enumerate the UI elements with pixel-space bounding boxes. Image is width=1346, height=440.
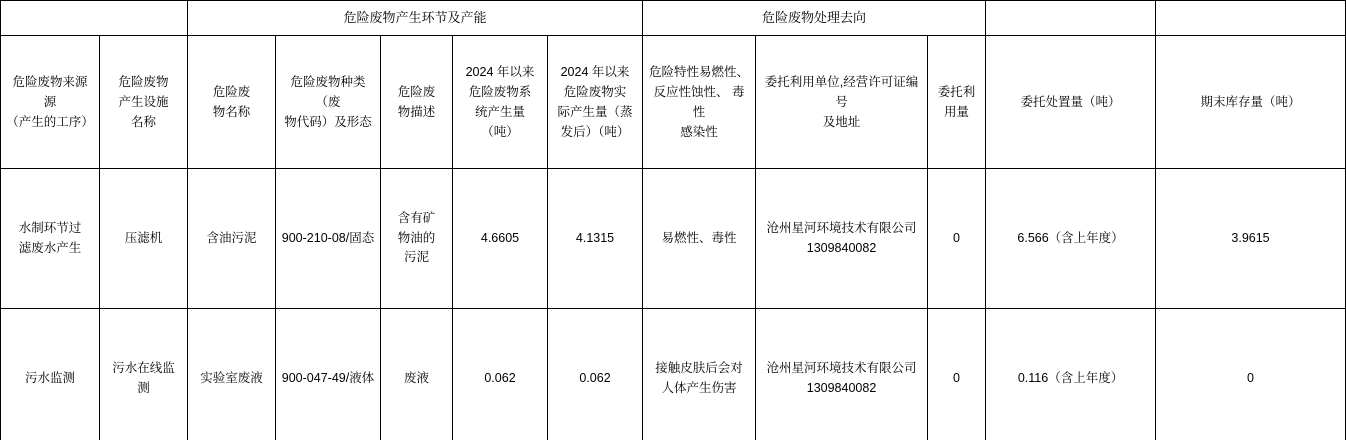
cell-source: 水制环节过 滤废水产生	[1, 169, 100, 309]
header-hazard-property: 危险特性易燃性、 反应性蚀性、 毒 性 感染性	[643, 36, 756, 169]
cell-waste-name: 实验室废液	[188, 309, 276, 440]
table-row	[1, 169, 1346, 309]
group-disposal: 危险废物处理去向	[643, 1, 986, 36]
cell-entrusted-use-qty: 0	[928, 309, 986, 440]
cell-description: 含有矿 物油的 污泥	[381, 169, 453, 309]
header-description: 危险废 物描述	[381, 36, 453, 169]
header-source: 危险废物来源 源 （产生的工序）	[1, 36, 100, 169]
header-entrusted-disposal-qty: 委托处置量（吨）	[986, 36, 1156, 169]
cell-planned-since-2024: 0.062	[453, 309, 548, 440]
column-header-row	[1, 36, 1346, 169]
cell-entrusted-disposal-qty: 6.566（含上年度）	[986, 169, 1156, 309]
cell-end-inventory: 0	[1156, 309, 1346, 440]
group-blank-right	[1156, 1, 1346, 36]
cell-entrusted-unit	[756, 309, 928, 440]
cell-description: 废液	[381, 309, 453, 440]
header-planned-since-2024: 2024 年以来 危险废物系 统产生量 （吨）	[453, 36, 548, 169]
cell-end-inventory: 3.9615	[1156, 169, 1346, 309]
cell-source: 污水监测	[1, 309, 100, 440]
cell-category-code: 900-047-49/液体	[276, 309, 381, 440]
header-category-code: 危险废物种类（废 物代码）及形态	[276, 36, 381, 169]
table-row	[1, 309, 1346, 440]
header-actual-since-2024: 2024 年以来 危险废物实 际产生量（蒸 发后）（吨）	[548, 36, 643, 169]
cell-hazard-property: 接触皮肤后会对 人体产生伤害	[643, 309, 756, 440]
cell-category-code: 900-210-08/固态	[276, 169, 381, 309]
cell-entrusted-unit-name: 沧州星河环境技术有限公司	[766, 361, 917, 376]
header-facility: 危险废物 产生设施 名称	[100, 36, 188, 169]
cell-facility: 污水在线监 测	[100, 309, 188, 440]
cell-entrusted-unit-code: 1309840082	[806, 240, 877, 255]
group-blank-left	[1, 1, 188, 36]
cell-entrusted-disposal-qty: 0.116（含上年度）	[986, 309, 1156, 440]
cell-entrusted-unit-name: 沧州星河环境技术有限公司	[766, 221, 917, 236]
cell-actual-since-2024: 4.1315	[548, 169, 643, 309]
cell-actual-since-2024: 0.062	[548, 309, 643, 440]
cell-facility: 压滤机	[100, 169, 188, 309]
cell-entrusted-unit	[756, 169, 928, 309]
group-blank-mid	[986, 1, 1156, 36]
cell-planned-since-2024: 4.6605	[453, 169, 548, 309]
header-waste-name: 危险废 物名称	[188, 36, 276, 169]
header-entrusted-unit: 委托利用单位,经营许可证编号 及地址	[756, 36, 928, 169]
cell-hazard-property: 易燃性、毒性	[643, 169, 756, 309]
group-generation: 危险废物产生环节及产能	[188, 1, 643, 36]
cell-entrusted-use-qty: 0	[928, 169, 986, 309]
cell-entrusted-unit-code: 1309840082	[806, 380, 877, 395]
group-header-row	[1, 1, 1346, 36]
header-entrusted-use-qty: 委托利 用量	[928, 36, 986, 169]
cell-waste-name: 含油污泥	[188, 169, 276, 309]
header-end-inventory: 期末库存量（吨）	[1156, 36, 1346, 169]
